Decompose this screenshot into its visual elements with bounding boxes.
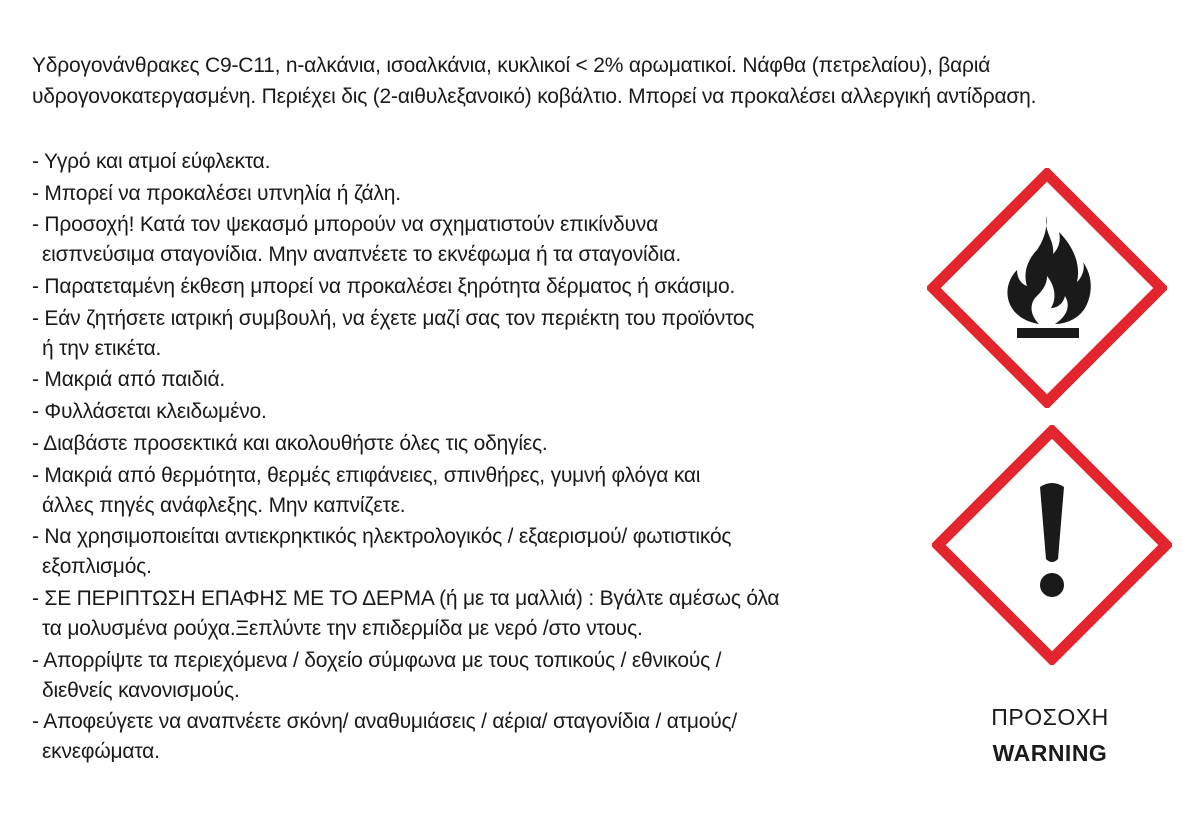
precautionary-statement bbox=[32, 365, 872, 395]
signal-word-greek: ΠΡΟΣΟΧΗ bbox=[991, 704, 1109, 730]
statement-continuation-line: εξοπλισμός. bbox=[42, 555, 152, 579]
statement-line: - Απορρίψτε τα περιεχόμενα / δοχείο σύμφωνα με τους τοπικούς / εθνικούς / bbox=[32, 648, 722, 672]
statement-continuation-line: ή την ετικέτα. bbox=[42, 336, 162, 360]
flammable-pictogram bbox=[927, 168, 1167, 408]
statement-continuation-line: άλλες πηγές ανάφλεξης. Μην καπνίζετε. bbox=[42, 493, 406, 517]
precautionary-statement bbox=[32, 584, 872, 644]
statement-line: - Μπορεί να προκαλέσει υπνηλία ή ζάλη. bbox=[32, 181, 401, 205]
statement-line: - ΣΕ ΠΕΡΙΠΤΩΣΗ ΕΠΑΦΗΣ ΜΕ ΤΟ ΔΕΡΜΑ (ή με τα μαλλιά) : Βγάλτε αμέσως όλα bbox=[32, 586, 780, 610]
statement-continuation-line: εκνεφώματα. bbox=[42, 740, 160, 764]
statement-continuation-line: εισπνεύσιμα σταγονίδια. Μην αναπνέετε το εκνέφωμα ή τα σταγονίδια. bbox=[42, 243, 682, 267]
statement-line: - Παρατεταμένη έκθεση μπορεί να προκαλέσει ξηρότητα δέρματος ή σκάσιμο. bbox=[32, 275, 736, 299]
precautionary-statement bbox=[32, 522, 872, 582]
precautionary-statement bbox=[32, 461, 872, 521]
statement-line: - Υγρό και ατμοί εύφλεκτα. bbox=[32, 150, 271, 173]
precautionary-statement bbox=[32, 210, 872, 270]
statement-line: - Φυλλάσεται κλειδωμένο. bbox=[32, 400, 267, 424]
statement-line: - Αποφεύγετε να αναπνέετε σκόνη/ αναθυμιάσεις / αέρια/ σταγονίδια / ατμούς/ bbox=[32, 710, 738, 734]
precautionary-statement bbox=[32, 304, 872, 364]
precautionary-statement bbox=[32, 147, 872, 177]
statement-line: - Προσοχή! Κατά τον ψεκασμό μπορούν να σχηματιστούν επικίνδυνα bbox=[32, 213, 659, 237]
flame-base-bar bbox=[1017, 328, 1079, 338]
statement-line: - Μακριά από παιδιά. bbox=[32, 368, 226, 392]
signal-word-english: WARNING bbox=[992, 740, 1108, 766]
composition-line-2: υδρογονοκατεργασμένη. Περιέχει δις (2-αιθυλεξανοικό) κοβάλτιο. Μπορεί να προκαλέσει αλλεργική αντίδραση. bbox=[32, 85, 1037, 108]
statement-line: - Εάν ζητήσετε ιατρική συμβουλή, να έχετε μαζί σας τον περιέκτη του προϊόντος bbox=[32, 306, 755, 330]
precautionary-statement bbox=[32, 397, 872, 427]
precautionary-statement bbox=[32, 646, 872, 706]
statement-continuation-line: διεθνείς κανονισμούς. bbox=[42, 678, 240, 702]
precautionary-statement bbox=[32, 272, 872, 302]
precautionary-statements-list bbox=[32, 147, 872, 769]
statement-continuation-line: τα μολυσμένα ρούχα.Ξεπλύντε την επιδερμίδα με νερό /στο ντους. bbox=[42, 616, 643, 640]
statement-line: - Διαβάστε προσεκτικά και ακολουθήστε όλες τις οδηγίες. bbox=[32, 431, 548, 455]
composition-text bbox=[32, 50, 1182, 112]
precautionary-statement bbox=[32, 707, 872, 767]
composition-line-1: Υδρογονάνθρακες C9-C11, n-αλκάνια, ισοαλκάνια, κυκλικοί < 2% αρωματικοί. Νάφθα (πετρελαίου), βαριά bbox=[32, 54, 991, 77]
red-diamond-border bbox=[933, 174, 1161, 402]
precautionary-statement bbox=[32, 429, 872, 459]
precautionary-statement bbox=[32, 179, 872, 209]
exclamation-pictogram bbox=[932, 425, 1172, 665]
statement-line: - Να χρησιμοποιείται αντιεκρηκτικός ηλεκτρολογικός / εξαερισμού/ φωτιστικός bbox=[32, 525, 732, 549]
statement-line: - Μακριά από θερμότητα, θερμές επιφάνειες, σπινθήρες, γυμνή φλόγα και bbox=[32, 463, 701, 487]
